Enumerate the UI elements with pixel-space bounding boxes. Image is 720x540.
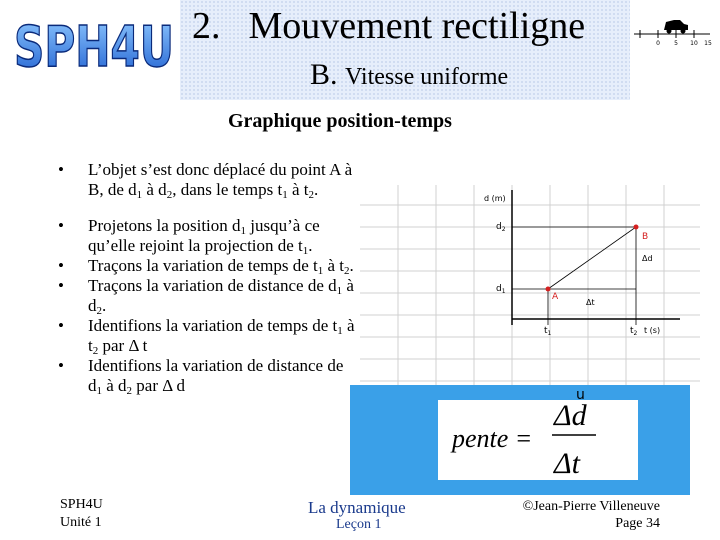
point-a-marker xyxy=(546,287,551,292)
car-tick-0: 0 xyxy=(656,40,660,46)
footer-course-name: SPH4U xyxy=(60,497,103,512)
car-icon xyxy=(632,10,712,46)
section-title-text: Mouvement rectiligne xyxy=(248,5,586,47)
section-number: 2. xyxy=(192,5,221,47)
graph-title: Graphique position-temps xyxy=(228,110,452,132)
slope-formula xyxy=(438,385,638,485)
sub-letter: B. xyxy=(310,58,338,91)
formula-lhs: pente = xyxy=(452,424,533,453)
point-a-label: A xyxy=(552,292,559,302)
car-tick-3: 15 xyxy=(704,40,712,46)
car-tick-1: 5 xyxy=(674,40,678,46)
footer-lesson: Leçon 1 xyxy=(336,517,382,532)
section-title xyxy=(192,4,585,48)
x-axis-label: t (s) xyxy=(644,326,661,335)
bullet-item-3: • Traçons la variation de temps de $t_1$ à $t_2$. xyxy=(58,256,358,276)
sub-title-text: Vitesse uniforme xyxy=(345,64,509,90)
bullet-item-2: • Projetons la position $d_1$ jusqu’à ce qu’elle rejoint la projection de $t_1$. xyxy=(58,216,358,256)
t2-label: $t_2$ xyxy=(630,326,638,337)
formula-numerator: Δd xyxy=(554,399,587,432)
car-tick-2: 10 xyxy=(690,40,698,46)
t1-label: $t_1$ xyxy=(544,326,552,337)
formula-glyph: u xyxy=(576,387,585,403)
bullet-item-1: • L’objet s’est donc déplacé du point A à B, de $d_1$ à $d_2$, dans le temps $t_1$ à $t_2$. xyxy=(58,160,358,200)
delta-t-label: Δt xyxy=(586,298,595,307)
delta-d-label: Δd xyxy=(642,254,653,263)
bullet-item-5: • Identifions la variation de temps de $t_1$ à $t_2$ par Δ t xyxy=(58,316,358,356)
footer-course xyxy=(60,496,103,532)
sub-title xyxy=(310,58,508,92)
d2-label: $d_2$ xyxy=(496,222,506,233)
formula-denominator: Δt xyxy=(554,447,580,480)
point-b-label: B xyxy=(642,232,649,242)
bullet-item-4: • Traçons la variation de distance de $d_1$ à $d_2$. xyxy=(58,276,358,316)
footer-unit: Unité 1 xyxy=(60,515,102,530)
footer-credits xyxy=(520,498,660,532)
footer-topic: La dynamique xyxy=(308,498,406,517)
graph-grid xyxy=(360,185,700,385)
position-time-graph xyxy=(360,185,700,385)
logo-text: SPH4U xyxy=(14,15,174,78)
footer-author: ©Jean-Pierre Villeneuve xyxy=(522,499,660,514)
bullet-item-6: • Identifions la variation de distance de $d_1$ à $d_2$ par Δ d xyxy=(58,356,358,396)
footer-page: Page 34 xyxy=(615,516,660,531)
sph4u-logo xyxy=(12,8,182,78)
position-line xyxy=(548,227,636,289)
bullet-list xyxy=(58,160,358,396)
d1-label: $d_1$ xyxy=(496,284,506,295)
y-axis-label: d (m) xyxy=(484,194,506,203)
point-b-marker xyxy=(634,225,639,230)
